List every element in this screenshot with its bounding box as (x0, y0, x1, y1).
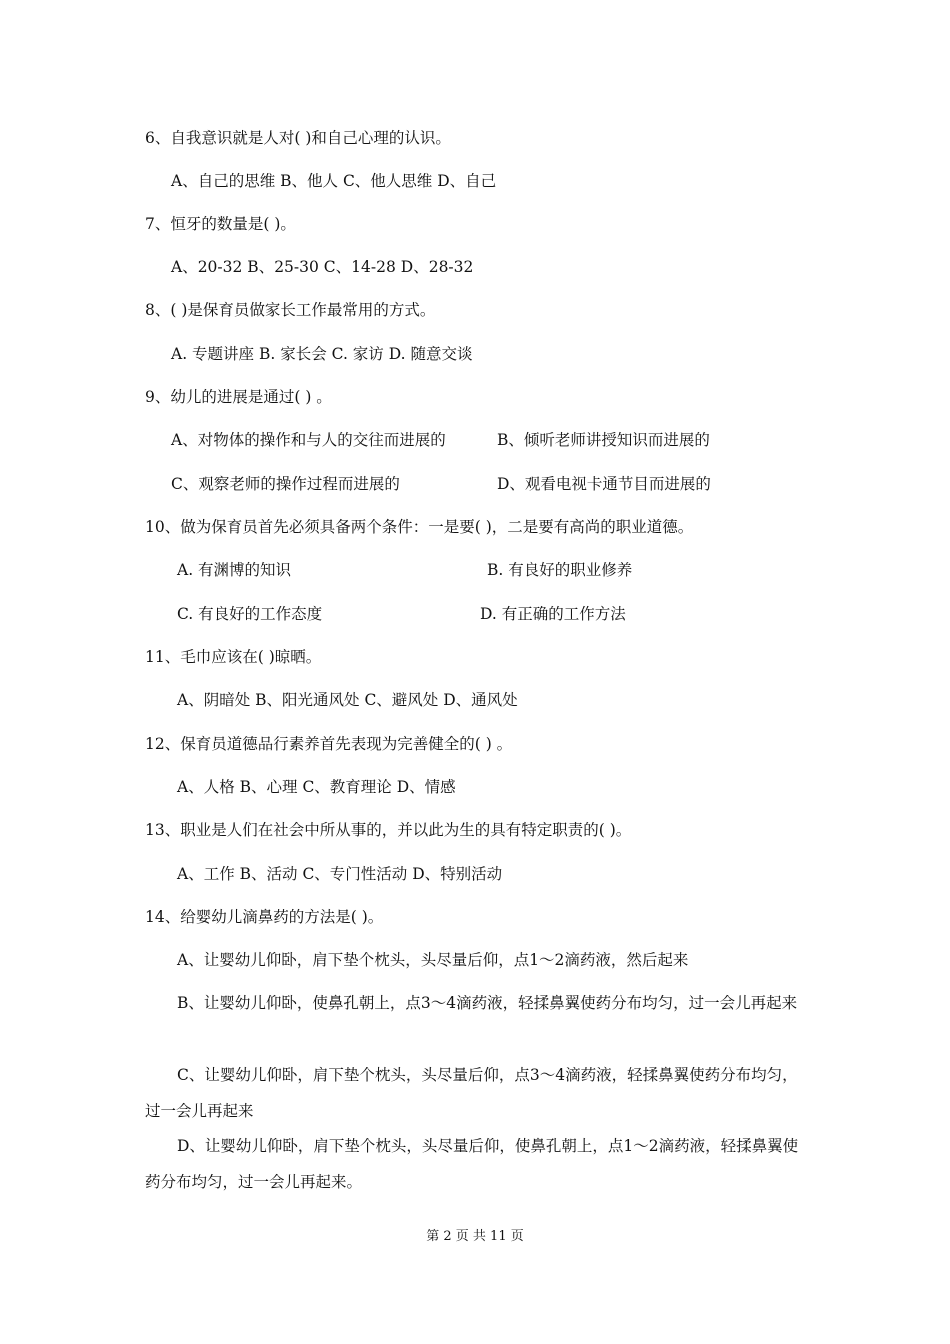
page-number-footer: 第 2 页 共 11 页 (426, 1229, 524, 1244)
question-12-stem: 12、保育员道德品行素养首先表现为完善健全的( ) 。 (145, 735, 513, 753)
question-10-option-c: C. 有良好的工作态度 (177, 605, 323, 623)
question-6-options: A、自己的思维 B、他人 C、他人思维 D、自己 (171, 172, 497, 190)
question-14-option-b: B、让婴幼儿仰卧，使鼻孔朝上，点3～4滴药液，轻揉鼻翼使药分布均匀，过一会儿再起来 (177, 994, 798, 1012)
question-9-option-c: C、观察老师的操作过程而进展的 (171, 475, 400, 493)
question-13-options: A、工作 B、活动 C、专门性活动 D、特别活动 (177, 865, 503, 883)
question-7-options: A、20-32 B、25-30 C、14-28 D、28-32 (171, 258, 474, 276)
question-14-option-d: D、让婴幼儿仰卧，肩下垫个枕头，头尽量后仰，使鼻孔朝上，点1～2滴药液，轻揉鼻翼使药分布均匀，过一会儿再起来。 (145, 1137, 799, 1191)
question-8-options: A. 专题讲座 B. 家长会 C. 家访 D. 随意交谈 (171, 345, 473, 363)
question-10-option-d: D. 有正确的工作方法 (480, 605, 626, 623)
question-13-stem: 13、职业是人们在社会中所从事的，并以此为生的具有特定职责的( )。 (145, 821, 632, 839)
question-9-option-a: A、对物体的操作和与人的交往而进展的 (171, 431, 446, 449)
question-9-stem: 9、幼儿的进展是通过( ) 。 (145, 388, 332, 406)
question-10-stem: 10、做为保育员首先必须具备两个条件：一是要( )，二是要有高尚的职业道德。 (145, 518, 694, 536)
question-14-option-a: A、让婴幼儿仰卧，肩下垫个枕头，头尽量后仰，点1～2滴药液，然后起来 (177, 951, 689, 969)
question-8-stem: 8、( )是保育员做家长工作最常用的方式。 (145, 301, 436, 319)
question-6-stem: 6、自我意识就是人对( )和自己心理的认识。 (145, 129, 451, 147)
question-11-stem: 11、毛巾应该在( )晾晒。 (145, 648, 322, 666)
question-9-option-d: D、观看电视卡通节目而进展的 (497, 475, 711, 493)
question-10-option-a: A. 有渊博的知识 (177, 561, 292, 579)
question-9-option-b: B、倾听老师讲授知识而进展的 (497, 431, 710, 449)
question-11-options: A、阴暗处 B、阳光通风处 C、避风处 D、通风处 (177, 691, 518, 709)
question-14-option-c: C、让婴幼儿仰卧，肩下垫个枕头，头尽量后仰，点3～4滴药液，轻揉鼻翼使药分布均匀，过一会儿再起来 (145, 1066, 798, 1120)
question-14-stem: 14、给婴幼儿滴鼻药的方法是( )。 (145, 908, 384, 926)
question-10-option-b: B. 有良好的职业修养 (487, 561, 633, 579)
question-7-stem: 7、恒牙的数量是( )。 (145, 215, 296, 233)
question-12-options: A、人格 B、心理 C、教育理论 D、情感 (177, 778, 456, 796)
